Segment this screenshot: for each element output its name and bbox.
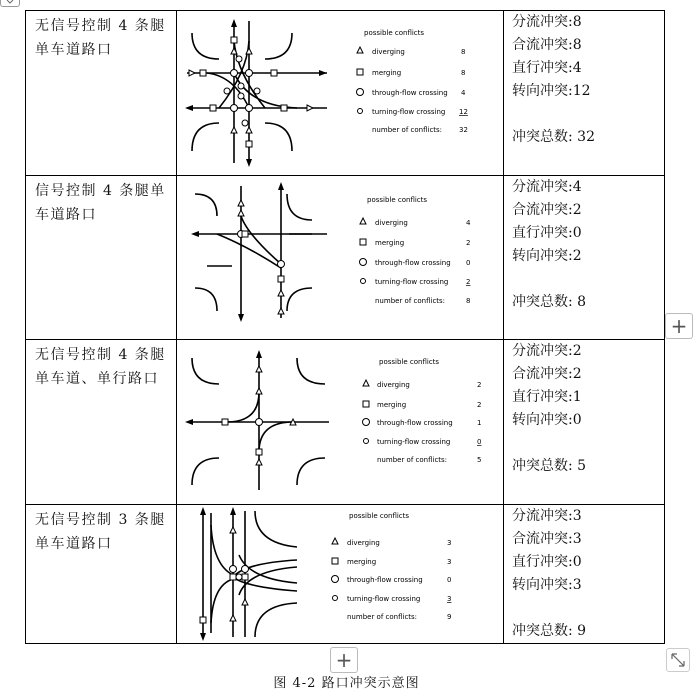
count-merging: 3 [447, 558, 452, 566]
through-crossing-icon [360, 259, 367, 266]
table-resize-handle[interactable] [666, 648, 690, 672]
diverging-icon [332, 538, 338, 544]
count-turning: 0 [477, 438, 482, 446]
turning-crossing-icon [333, 596, 338, 601]
merging-icon [360, 239, 366, 245]
stat-merging: 合流冲突:2 [512, 202, 582, 218]
count-total: 8 [466, 297, 471, 305]
count-through: 1 [477, 419, 482, 427]
stat-merging: 合流冲突:2 [512, 366, 582, 382]
count-total: 9 [447, 613, 452, 621]
stat-turning: 转向冲突:12 [512, 83, 591, 99]
count-diverging: 2 [477, 381, 482, 389]
count-through: 4 [461, 89, 466, 97]
count-turning: 12 [459, 108, 468, 116]
case-title: 无信号控制 4 条腿单车道、单行路口 [35, 347, 166, 387]
case-title: 无信号控制 4 条腿单车道路口 [35, 18, 166, 58]
resize-arrows-icon [667, 649, 689, 671]
count-through: 0 [447, 576, 452, 584]
stat-turning: 转向冲突:3 [512, 577, 582, 593]
diagram-cell [177, 176, 504, 340]
table-row [26, 340, 665, 505]
count-diverging: 4 [466, 219, 471, 227]
diagram-cell [177, 505, 504, 644]
legend-heading: possible conflicts [364, 29, 425, 37]
legend-heading: possible conflicts [367, 196, 428, 204]
count-through: 0 [466, 259, 471, 267]
through-crossing-icon [363, 419, 370, 426]
stat-merging: 合流冲突:3 [512, 531, 582, 547]
stat-turning: 转向冲突:0 [512, 412, 582, 428]
diverging-icon [360, 218, 366, 224]
legend-through: through-flow crossing [375, 259, 451, 267]
stat-diverging: 分流冲突:3 [512, 508, 582, 524]
stat-through: 直行冲突:1 [512, 389, 582, 405]
count-merging: 8 [461, 69, 466, 77]
legend-heading: possible conflicts [379, 358, 440, 366]
count-turning: 2 [466, 278, 471, 286]
stat-diverging: 分流冲突:4 [512, 179, 582, 195]
count-total: 5 [477, 456, 482, 464]
turning-crossing-icon [361, 279, 366, 284]
legend-diverging: diverging [377, 381, 410, 389]
legend-turning: turning-flow crossing [377, 438, 451, 446]
stat-total: 冲突总数: 32 [512, 129, 595, 145]
stat-through: 直行冲突:0 [512, 225, 582, 241]
legend-merging: merging [377, 401, 407, 409]
stat-diverging: 分流冲突:8 [512, 14, 582, 30]
legend-merging: merging [372, 69, 402, 77]
legend-diverging: diverging [372, 48, 405, 56]
case-title: 信号控制 4 条腿单车道路口 [35, 183, 166, 223]
legend-turning: turning-flow crossing [372, 108, 446, 116]
diverging-icon [357, 47, 363, 53]
chevron-down-icon [6, 0, 14, 5]
legend-turning: turning-flow crossing [375, 278, 449, 286]
legend-total: number of conflicts: [377, 456, 448, 464]
count-total: 32 [459, 126, 468, 134]
stat-turning: 转向冲突:2 [512, 248, 582, 264]
merging-icon [332, 558, 338, 564]
intersection-diagram-3leg-unsignalized [177, 505, 503, 643]
table-row [26, 176, 665, 340]
add-row-button[interactable]: + [330, 647, 358, 673]
stat-through: 直行冲突:0 [512, 554, 582, 570]
intersection-diagram-4leg-signalized [177, 176, 503, 339]
through-crossing-icon [332, 576, 339, 583]
legend-merging: merging [347, 558, 377, 566]
case-cell [26, 340, 177, 505]
stat-total: 冲突总数: 9 [512, 623, 587, 639]
legend-diverging: diverging [347, 539, 380, 547]
legend-through: through-flow crossing [347, 576, 423, 584]
top-corner-handle[interactable] [0, 0, 20, 7]
legend-total: number of conflicts: [372, 126, 443, 134]
case-cell [26, 505, 177, 644]
figure-caption: 图 4-2 路口冲突示意图 [273, 676, 420, 691]
diverging-icon [363, 380, 369, 386]
legend-through: through-flow crossing [377, 419, 453, 427]
legend-turning: turning-flow crossing [347, 595, 421, 603]
count-diverging: 8 [461, 48, 466, 56]
legend-total: number of conflicts: [347, 613, 418, 621]
merging-icon [357, 69, 363, 75]
legend-heading: possible conflicts [349, 512, 410, 520]
stats-cell [504, 11, 665, 176]
count-turning: 3 [447, 595, 452, 603]
legend-diverging: diverging [375, 219, 408, 227]
turning-crossing-icon [364, 439, 369, 444]
add-column-button[interactable]: + [665, 313, 693, 339]
through-crossing-icon [357, 89, 364, 96]
stats-cell [504, 176, 665, 340]
stats-cell [504, 505, 665, 644]
case-cell [26, 11, 177, 176]
merging-icon [363, 401, 369, 407]
stat-total: 冲突总数: 8 [512, 294, 587, 310]
diagram-cell [177, 340, 504, 505]
conflict-table [25, 10, 665, 644]
case-title: 无信号控制 3 条腿单车道路口 [35, 512, 166, 552]
turning-crossing-icon [358, 109, 363, 114]
diagram-cell [177, 11, 504, 176]
table-row [26, 11, 665, 176]
table-row [26, 505, 665, 644]
stat-merging: 合流冲突:8 [512, 37, 582, 53]
case-cell [26, 176, 177, 340]
legend-merging: merging [375, 239, 405, 247]
stat-through: 直行冲突:4 [512, 60, 582, 76]
stat-diverging: 分流冲突:2 [512, 343, 582, 359]
count-diverging: 3 [447, 539, 452, 547]
legend-through: through-flow crossing [372, 89, 448, 97]
stat-total: 冲突总数: 5 [512, 458, 587, 474]
legend-total: number of conflicts: [375, 297, 446, 305]
intersection-diagram-4leg-unsignalized [177, 11, 503, 175]
intersection-diagram-4leg-oneway [177, 340, 503, 504]
stats-cell [504, 340, 665, 505]
count-merging: 2 [477, 401, 482, 409]
count-merging: 2 [466, 239, 471, 247]
